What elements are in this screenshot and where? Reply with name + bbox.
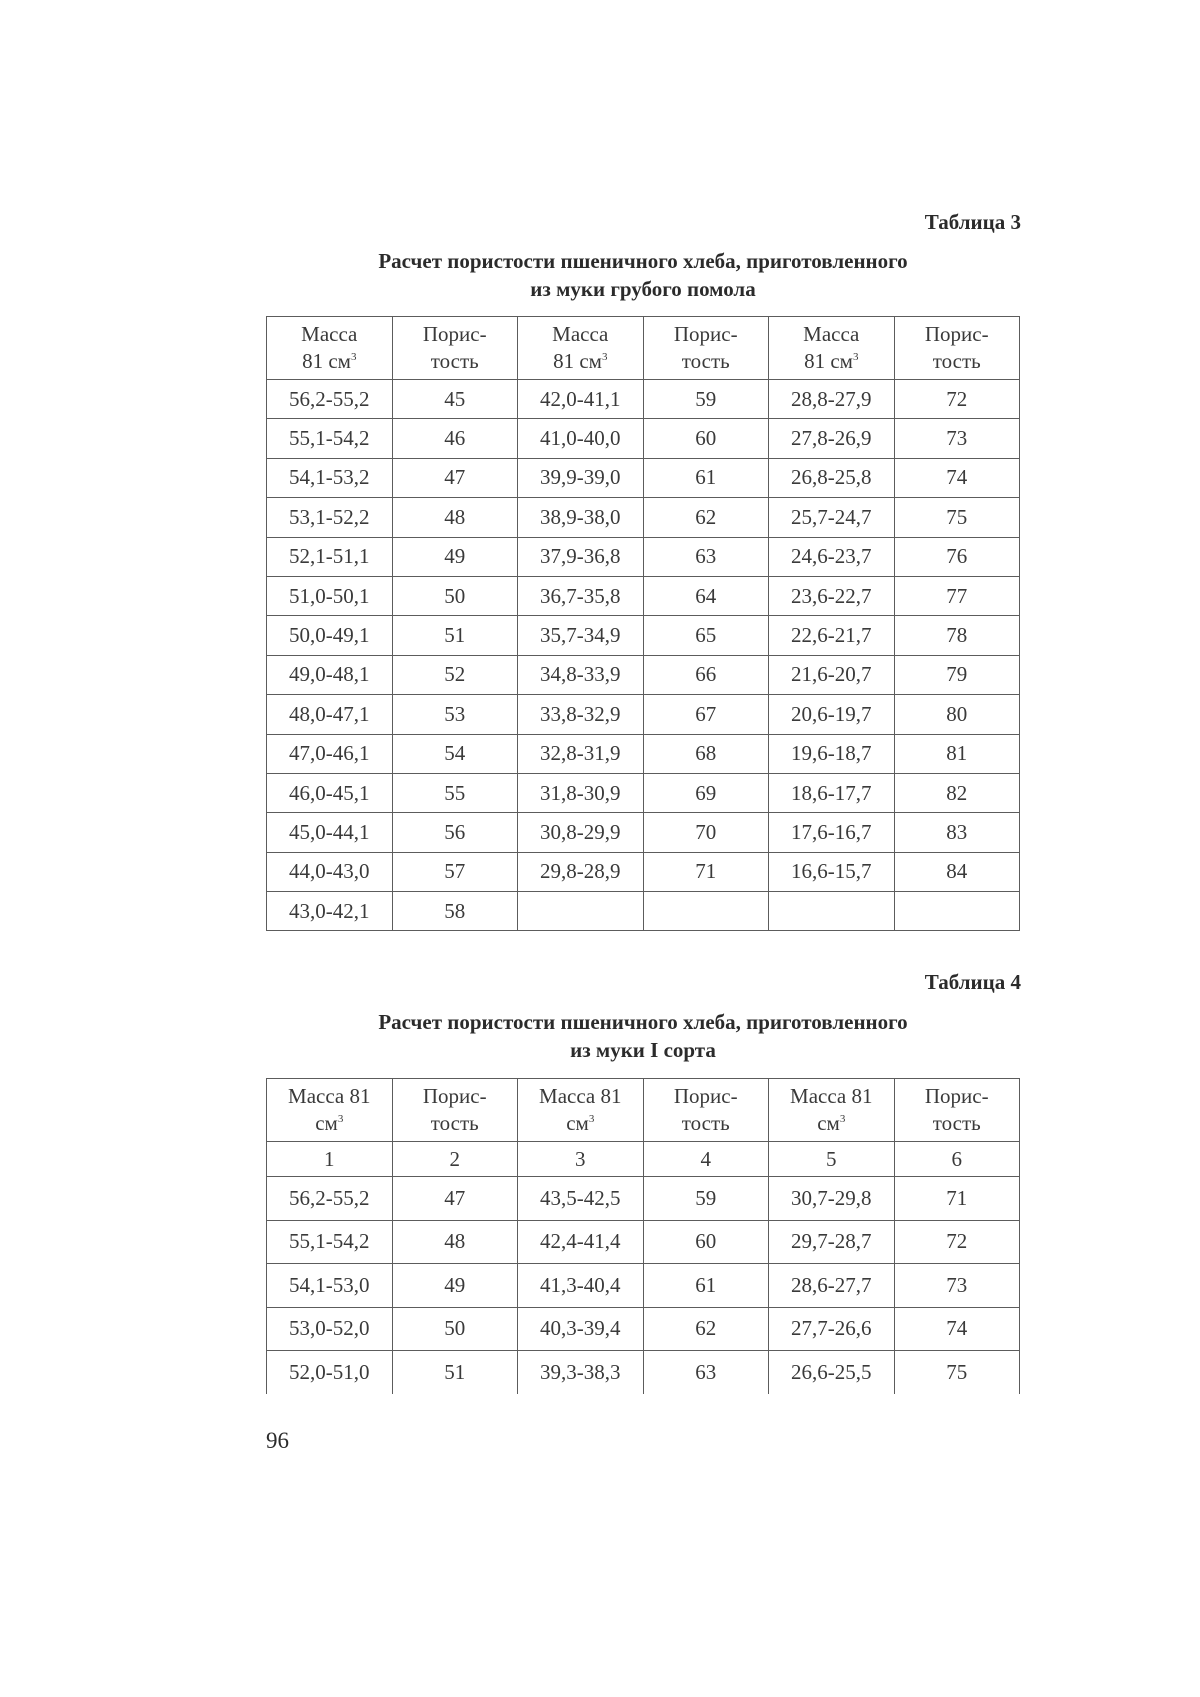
table-cell: 30,7-29,8 bbox=[769, 1177, 895, 1221]
table-cell: 36,7-35,8 bbox=[518, 576, 644, 615]
header-line1: Масса 81 bbox=[288, 1084, 371, 1108]
table-cell: 82 bbox=[894, 773, 1020, 812]
table-cell: 18,6-17,7 bbox=[769, 773, 895, 812]
table-cell: 60 bbox=[643, 1220, 769, 1264]
table-cell: 57 bbox=[392, 852, 518, 891]
table3-header-col3 bbox=[518, 317, 644, 380]
table-cell: 83 bbox=[894, 813, 1020, 852]
table3-caption-line2: из муки грубого помола bbox=[530, 277, 756, 301]
table4-header-col2 bbox=[392, 1079, 518, 1142]
table-cell: 81 bbox=[894, 734, 1020, 773]
table-cell: 53,0-52,0 bbox=[267, 1307, 393, 1351]
table-cell: 30,8-29,9 bbox=[518, 813, 644, 852]
table-cell: 43,0-42,1 bbox=[267, 892, 393, 931]
header-line2 bbox=[769, 348, 894, 375]
table-cell: 20,6-19,7 bbox=[769, 695, 895, 734]
table-cell: 55,1-54,2 bbox=[267, 1220, 393, 1264]
table3-caption-line1: Расчет пористости пшеничного хлеба, приготовленного bbox=[378, 249, 908, 273]
header-line2-text: см bbox=[315, 1111, 338, 1135]
table-cell: 45,0-44,1 bbox=[267, 813, 393, 852]
table-cell: 37,9-36,8 bbox=[518, 537, 644, 576]
table-cell: 70 bbox=[643, 813, 769, 852]
table-cell: 43,5-42,5 bbox=[518, 1177, 644, 1221]
table3-caption bbox=[266, 247, 1020, 303]
header-line2-text: тость bbox=[932, 1111, 981, 1135]
header-line1: Масса bbox=[301, 322, 358, 346]
table-cell: 74 bbox=[894, 1307, 1020, 1351]
table3-header-col1 bbox=[267, 317, 393, 380]
table-cell: 23,6-22,7 bbox=[769, 576, 895, 615]
table-cell: 63 bbox=[643, 537, 769, 576]
table-cell: 22,6-21,7 bbox=[769, 616, 895, 655]
header-line2 bbox=[518, 1110, 643, 1137]
header-line1: Масса bbox=[552, 322, 609, 346]
table-cell: 53,1-52,2 bbox=[267, 498, 393, 537]
header-line2-text: тость bbox=[430, 1111, 479, 1135]
table-row bbox=[267, 1177, 1020, 1221]
unit-superscript: 3 bbox=[839, 1113, 846, 1125]
column-number: 4 bbox=[643, 1142, 769, 1177]
table-cell: 55 bbox=[392, 773, 518, 812]
table-cell: 84 bbox=[894, 852, 1020, 891]
table-cell: 29,8-28,9 bbox=[518, 852, 644, 891]
table-cell: 75 bbox=[894, 1351, 1020, 1394]
table-cell: 50 bbox=[392, 1307, 518, 1351]
header-line2 bbox=[644, 348, 769, 375]
table-cell: 75 bbox=[894, 498, 1020, 537]
table-row bbox=[267, 537, 1020, 576]
table4-caption bbox=[266, 1008, 1020, 1064]
page-number: 96 bbox=[266, 1428, 289, 1453]
table-cell: 44,0-43,0 bbox=[267, 852, 393, 891]
table4-header-col1 bbox=[267, 1079, 393, 1142]
header-line1: Порис- bbox=[924, 1084, 989, 1108]
table-cell: 25,7-24,7 bbox=[769, 498, 895, 537]
table4-caption-line2: из муки I сорта bbox=[570, 1038, 716, 1062]
table-cell: 51 bbox=[392, 1351, 518, 1394]
table-cell: 49 bbox=[392, 1264, 518, 1308]
table-cell bbox=[643, 892, 769, 931]
column-number-row bbox=[267, 1142, 1020, 1177]
unit-superscript: 3 bbox=[588, 1113, 595, 1125]
table-cell: 26,8-25,8 bbox=[769, 458, 895, 497]
table-row bbox=[267, 576, 1020, 615]
table-cell: 29,7-28,7 bbox=[769, 1220, 895, 1264]
table-cell: 72 bbox=[894, 1220, 1020, 1264]
table-cell: 61 bbox=[643, 458, 769, 497]
table-cell: 64 bbox=[643, 576, 769, 615]
table-cell bbox=[894, 892, 1020, 931]
header-line2 bbox=[518, 348, 643, 375]
table-cell: 78 bbox=[894, 616, 1020, 655]
table-cell: 35,7-34,9 bbox=[518, 616, 644, 655]
table-cell: 17,6-16,7 bbox=[769, 813, 895, 852]
table4-header-col6 bbox=[894, 1079, 1020, 1142]
header-line1: Порис- bbox=[422, 1084, 487, 1108]
header-line2-text: тость bbox=[430, 349, 479, 373]
column-number: 6 bbox=[894, 1142, 1020, 1177]
table-cell: 48 bbox=[392, 1220, 518, 1264]
header-line1: Порис- bbox=[673, 322, 738, 346]
table-cell: 65 bbox=[643, 616, 769, 655]
header-line2 bbox=[393, 1110, 518, 1137]
table-cell: 40,3-39,4 bbox=[518, 1307, 644, 1351]
table-cell: 42,0-41,1 bbox=[518, 380, 644, 419]
table-cell: 52,1-51,1 bbox=[267, 537, 393, 576]
table-cell: 31,8-30,9 bbox=[518, 773, 644, 812]
table-cell: 27,7-26,6 bbox=[769, 1307, 895, 1351]
table-row bbox=[267, 695, 1020, 734]
table-cell: 53 bbox=[392, 695, 518, 734]
table-row bbox=[267, 1220, 1020, 1264]
header-line1: Масса 81 bbox=[790, 1084, 873, 1108]
table-row bbox=[267, 498, 1020, 537]
table-cell: 67 bbox=[643, 695, 769, 734]
table-cell: 34,8-33,9 bbox=[518, 655, 644, 694]
table3-header-col4 bbox=[643, 317, 769, 380]
unit-superscript: 3 bbox=[350, 351, 357, 363]
table-cell: 77 bbox=[894, 576, 1020, 615]
table-cell: 49 bbox=[392, 537, 518, 576]
header-line2 bbox=[393, 348, 518, 375]
table4-header-col4 bbox=[643, 1079, 769, 1142]
header-line2 bbox=[769, 1110, 894, 1137]
table-cell: 26,6-25,5 bbox=[769, 1351, 895, 1394]
header-line2-text: тость bbox=[932, 349, 981, 373]
table-cell: 63 bbox=[643, 1351, 769, 1394]
header-line2 bbox=[267, 1110, 392, 1137]
table-cell: 46 bbox=[392, 419, 518, 458]
table-row bbox=[267, 1351, 1020, 1394]
table3-header-col2 bbox=[392, 317, 518, 380]
table-cell: 41,0-40,0 bbox=[518, 419, 644, 458]
table-cell: 50,0-49,1 bbox=[267, 616, 393, 655]
column-number: 3 bbox=[518, 1142, 644, 1177]
table-cell: 80 bbox=[894, 695, 1020, 734]
table-cell: 48 bbox=[392, 498, 518, 537]
table-cell: 54,1-53,0 bbox=[267, 1264, 393, 1308]
table-cell: 59 bbox=[643, 1177, 769, 1221]
table-cell: 52 bbox=[392, 655, 518, 694]
table-cell: 16,6-15,7 bbox=[769, 852, 895, 891]
table-row bbox=[267, 458, 1020, 497]
table-row bbox=[267, 734, 1020, 773]
table-cell: 79 bbox=[894, 655, 1020, 694]
table-cell: 50 bbox=[392, 576, 518, 615]
table-cell: 52,0-51,0 bbox=[267, 1351, 393, 1394]
header-line2-text: 81 см bbox=[804, 349, 853, 373]
table-cell: 47 bbox=[392, 458, 518, 497]
table-cell: 62 bbox=[643, 498, 769, 537]
table-cell: 19,6-18,7 bbox=[769, 734, 895, 773]
table-cell: 72 bbox=[894, 380, 1020, 419]
table3-header-col5 bbox=[769, 317, 895, 380]
table-cell bbox=[518, 892, 644, 931]
header-line2 bbox=[895, 1110, 1020, 1137]
unit-superscript: 3 bbox=[852, 351, 859, 363]
table-cell: 28,6-27,7 bbox=[769, 1264, 895, 1308]
header-line2-text: см bbox=[817, 1111, 840, 1135]
header-line1: Порис- bbox=[422, 322, 487, 346]
table-cell: 55,1-54,2 bbox=[267, 419, 393, 458]
column-number: 1 bbox=[267, 1142, 393, 1177]
unit-superscript: 3 bbox=[601, 351, 608, 363]
table-cell: 51 bbox=[392, 616, 518, 655]
table-cell: 68 bbox=[643, 734, 769, 773]
table-cell: 56 bbox=[392, 813, 518, 852]
table4 bbox=[266, 1078, 1020, 1394]
table-cell: 47 bbox=[392, 1177, 518, 1221]
table-row bbox=[267, 419, 1020, 458]
header-line2 bbox=[267, 348, 392, 375]
table-cell: 42,4-41,4 bbox=[518, 1220, 644, 1264]
header-line2-text: тость bbox=[681, 349, 730, 373]
table-cell: 58 bbox=[392, 892, 518, 931]
header-line2-text: тость bbox=[681, 1111, 730, 1135]
table-cell: 33,8-32,9 bbox=[518, 695, 644, 734]
table4-label: Таблица 4 bbox=[924, 970, 1021, 994]
table3-header-col6 bbox=[894, 317, 1020, 380]
table-cell: 39,9-39,0 bbox=[518, 458, 644, 497]
table-cell: 76 bbox=[894, 537, 1020, 576]
table-cell: 69 bbox=[643, 773, 769, 812]
table-cell: 45 bbox=[392, 380, 518, 419]
table-cell: 73 bbox=[894, 1264, 1020, 1308]
table-cell: 46,0-45,1 bbox=[267, 773, 393, 812]
column-number: 5 bbox=[769, 1142, 895, 1177]
table-row bbox=[267, 1307, 1020, 1351]
table-cell: 59 bbox=[643, 380, 769, 419]
column-number: 2 bbox=[392, 1142, 518, 1177]
table-cell: 71 bbox=[894, 1177, 1020, 1221]
header-line1: Порис- bbox=[924, 322, 989, 346]
header-line2-text: 81 см bbox=[553, 349, 602, 373]
table-cell: 62 bbox=[643, 1307, 769, 1351]
table-cell: 49,0-48,1 bbox=[267, 655, 393, 694]
table-row bbox=[267, 655, 1020, 694]
header-line2 bbox=[895, 348, 1020, 375]
table-row bbox=[267, 616, 1020, 655]
table-cell: 24,6-23,7 bbox=[769, 537, 895, 576]
table-cell: 56,2-55,2 bbox=[267, 380, 393, 419]
table-cell: 54,1-53,2 bbox=[267, 458, 393, 497]
table-cell: 73 bbox=[894, 419, 1020, 458]
table-cell: 32,8-31,9 bbox=[518, 734, 644, 773]
table-cell: 47,0-46,1 bbox=[267, 734, 393, 773]
table-cell: 27,8-26,9 bbox=[769, 419, 895, 458]
unit-superscript: 3 bbox=[337, 1113, 344, 1125]
table-row bbox=[267, 813, 1020, 852]
table-cell: 74 bbox=[894, 458, 1020, 497]
table-row bbox=[267, 892, 1020, 931]
table-cell: 66 bbox=[643, 655, 769, 694]
table4-header-col5 bbox=[769, 1079, 895, 1142]
table-cell: 48,0-47,1 bbox=[267, 695, 393, 734]
header-line1: Порис- bbox=[673, 1084, 738, 1108]
table-cell: 21,6-20,7 bbox=[769, 655, 895, 694]
header-line1: Масса bbox=[803, 322, 860, 346]
table-cell: 60 bbox=[643, 419, 769, 458]
table4-caption-line1: Расчет пористости пшеничного хлеба, приготовленного bbox=[378, 1010, 908, 1034]
header-line2 bbox=[644, 1110, 769, 1137]
table-cell bbox=[769, 892, 895, 931]
table-row bbox=[267, 773, 1020, 812]
table-cell: 41,3-40,4 bbox=[518, 1264, 644, 1308]
table-row bbox=[267, 380, 1020, 419]
table-row bbox=[267, 1264, 1020, 1308]
table3 bbox=[266, 316, 1020, 931]
table3-label: Таблица 3 bbox=[924, 210, 1021, 234]
table-cell: 54 bbox=[392, 734, 518, 773]
table-cell: 51,0-50,1 bbox=[267, 576, 393, 615]
table-cell: 38,9-38,0 bbox=[518, 498, 644, 537]
table-row bbox=[267, 852, 1020, 891]
header-line2-text: 81 см bbox=[302, 349, 351, 373]
header-line1: Масса 81 bbox=[539, 1084, 622, 1108]
table-cell: 39,3-38,3 bbox=[518, 1351, 644, 1394]
table-cell: 61 bbox=[643, 1264, 769, 1308]
table-cell: 56,2-55,2 bbox=[267, 1177, 393, 1221]
table4-header-col3 bbox=[518, 1079, 644, 1142]
header-line2-text: см bbox=[566, 1111, 589, 1135]
table-cell: 28,8-27,9 bbox=[769, 380, 895, 419]
table-cell: 71 bbox=[643, 852, 769, 891]
